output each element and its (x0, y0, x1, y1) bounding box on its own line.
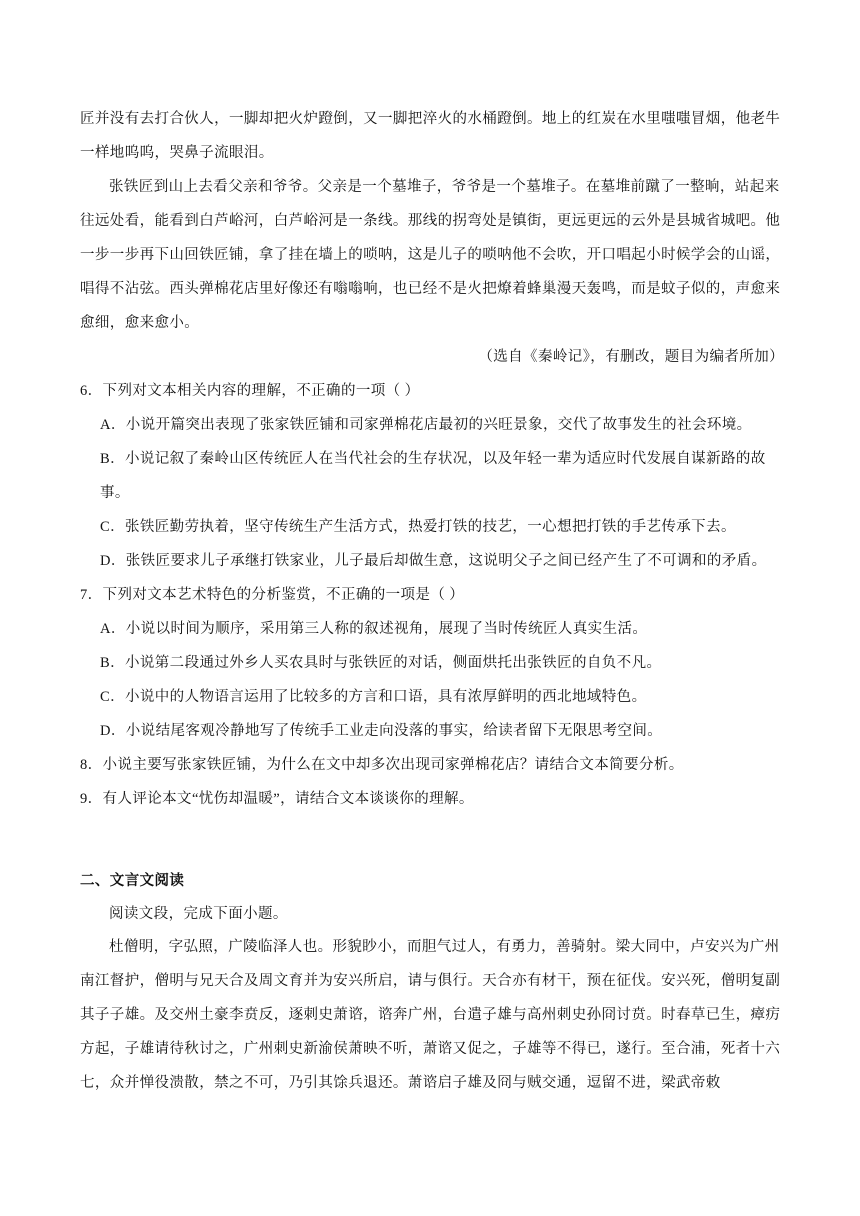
question-6-option-b: B．小说记叙了秦岭山区传统匠人在当代社会的生存状况，以及年轻一辈为适应时代发展自谋新路的故事。 (100, 451, 766, 501)
passage-paragraph-2: 张铁匠到山上去看父亲和爷爷。父亲是一个墓堆子，爷爷是一个墓堆子。在墓堆前蹴了一整晌，站起来往远处看，能看到白芦峪河，白芦峪河是一条线。那线的拐弯处是镇街，更远更远的云外是县城省城吧。他一步一步再下山回铁匠铺，拿了挂在墙上的唢呐，这是儿子的唢呐他不会吹，开口唱起小时候学会的山谣，唱得不沾弦。西头弹棉花店里好像还有嗡嗡响，也已经不是火把燎着蜂巢漫天轰鸣，而是蚊子似的，声愈来愈细，愈来愈小。 (80, 179, 781, 331)
question-8-stem: 8．小说主要写张家铁匠铺，为什么在文中却多次出现司家弹棉花店？请结合文本简要分析。 (80, 757, 684, 773)
section-2-instruction: 阅读文段，完成下面小题。 (109, 906, 288, 922)
question-6-option-c: C．张铁匠勤劳执着，坚守传统生产生活方式，热爱打铁的技艺，一心想把打铁的手艺传承下去。 (100, 519, 736, 535)
question-6-stem: 6．下列对文本相关内容的理解，不正确的一项（ ） (80, 383, 420, 399)
passage-source: （选自《秦岭记》，有删改，题目为编者所加） (478, 349, 784, 365)
question-7-option-a: A．小说以时间为顺序，采用第三人称的叙述视角，展现了当时传统匠人真实生活。 (100, 621, 648, 637)
question-6-option-a: A．小说开篇突出表现了张家铁匠铺和司家弹棉花店最初的兴旺景象，交代了故事发生的社会环境。 (100, 417, 752, 433)
question-7-stem: 7．下列对文本艺术特色的分析鉴赏，不正确的一项是（ ） (80, 587, 465, 603)
question-9-stem: 9．有人评论本文“忧伤却温暖”，请结合文本谈谈你的理解。 (80, 791, 474, 807)
question-7-option-d: D．小说结尾客观冷静地写了传统手工业走向没落的事实，给读者留下无限思考空间。 (100, 723, 663, 739)
question-6-option-d: D．张铁匠要求儿子承继打铁家业，儿子最后却做生意，这说明父子之间已经产生了不可调和的矛盾。 (100, 553, 767, 569)
question-7-option-c: C．小说中的人物语言运用了比较多的方言和口语，具有浓厚鲜明的西北地域特色。 (100, 689, 647, 705)
classical-text: 杜僧明，字弘照，广陵临泽人也。形貌眇小，而胆气过人，有勇力，善骑射。梁大同中，卢安兴为广州南江督护，僧明与兄天合及周文育并为安兴所启，请与俱行。天合亦有材干，预在征伐。安兴死，僧明复副其子子雄。及交州土豪李贲反，逐刺史萧谘，谘奔广州，台遣子雄与高州刺史孙冏讨贲。时春草已生，瘴疠方起，子雄请待秋讨之，广州刺史新渝侯萧映不听，萧谘又促之，子雄等不得已，遂行。至合浦，死者十六七，众并惮役溃散，禁之不可，乃引其馀兵退还。萧谘启子雄及冏与贼交通，逗留不进，梁武帝敕 (80, 939, 781, 1091)
passage-paragraph-1: 匠并没有去打合伙人，一脚却把火炉蹬倒，又一脚把淬火的水桶蹬倒。地上的红炭在水里嗤嗤冒烟，他老牛一样地呜呜，哭鼻子流眼泪。 (80, 111, 781, 161)
section-2-heading: 二、文言文阅读 (80, 873, 185, 889)
question-7-option-b: B．小说第二段通过外乡人买农具时与张铁匠的对话，侧面烘托出张铁匠的自负不凡。 (100, 655, 662, 671)
